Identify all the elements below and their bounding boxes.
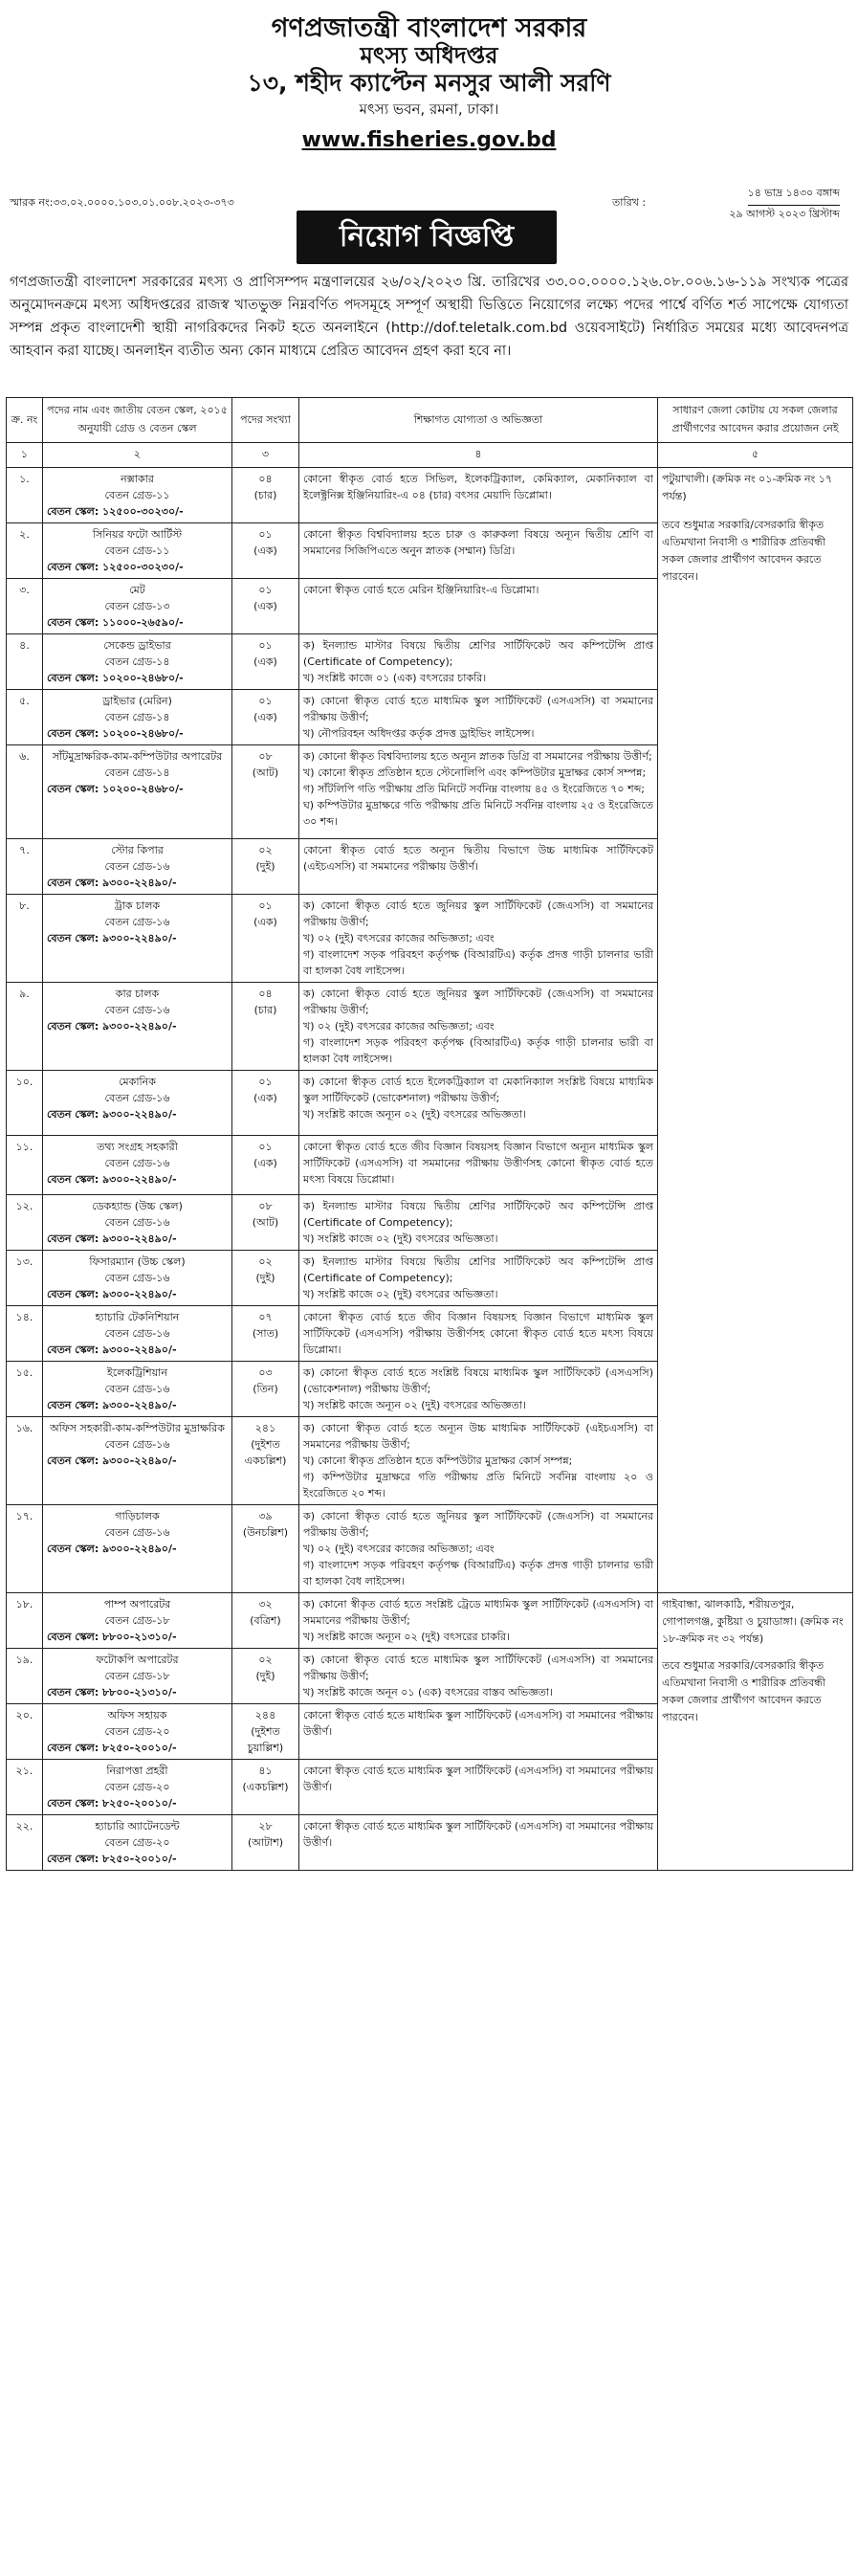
row-post: স্টোর কিপার xyxy=(111,844,164,856)
row-qualification-cell xyxy=(299,634,658,690)
qualification-line: গ) সাঁটলিপি গতি পরীক্ষায় প্রতি মিনিটে সর্বনিম্ন বাংলায় ৪৫ ও ইংরেজিতে ৭০ শব্দ; xyxy=(303,783,646,795)
row-count-word: (এক) xyxy=(253,711,277,723)
qualification-line: খ) কোনো স্বীকৃত প্রতিষ্ঠান হতে কম্পিউটার মুদ্রাক্ষর কোর্স সম্পন্ন; xyxy=(303,1455,573,1467)
row-post-cell xyxy=(43,579,232,634)
row-qualification-cell xyxy=(299,1195,658,1251)
row-scale: বেতন স্কেল: ৯৩০০-২২৪৯০/- xyxy=(47,1108,177,1121)
column-number-row xyxy=(7,443,853,468)
row-count: ০২ xyxy=(258,1255,273,1268)
qualification-line: গ) কম্পিউটার মুদ্রাক্ষরে গতি পরীক্ষায় প্রতি মিনিটে সর্বনিম্ন বাংলায় ২০ ও ইংরেজিতে ২০ শব্দ। xyxy=(303,1471,653,1499)
row-count: ০৩ xyxy=(258,1366,273,1379)
qualification-line: কোনো স্বীকৃত বোর্ড হতে মাধ্যমিক স্কুল সার্টিফিকেট (এসএসসি) বা সমমানের পরীক্ষায় উত্তীর্ণ। xyxy=(303,1820,653,1849)
row-count-word: (এক) xyxy=(253,1157,277,1169)
row-post-cell xyxy=(43,1251,232,1306)
row-count-word: (দুই) xyxy=(255,1272,275,1284)
qualification-line: কোনো স্বীকৃত বোর্ড হতে সিভিল, ইলেকট্রিক্যাল, কেমিক্যাল, মেকানিক্যাল বা ইলেক্ট্রনিক্স ইঞ্জিনিয়ারিং-এ ০৪ (চার) বৎসর মেয়াদি ডিপ্লোমা। xyxy=(303,473,653,501)
row-qualification-cell xyxy=(299,523,658,579)
row-scale: বেতন স্কেল: ১০২০০-২৪৬৮০/- xyxy=(47,672,184,684)
row-count-word: (এক) xyxy=(253,1092,277,1104)
row-post: গাড়িচালক xyxy=(115,1510,160,1522)
col-number: ৪ xyxy=(299,443,658,468)
intro-paragraph: গণপ্রজাতন্ত্রী বাংলাদেশ সরকারের মৎস্য ও প্রাণিসম্পদ মন্ত্রণালয়ের ২৬/০২/২০২৩ খ্রি. তারিখের ৩৩.০০.০০০০.১২৬.০৮.০০৬.১৬-১১৯ সংখ্যক পত্রের অনুমোদনক্রমে মৎস্য অধিদপ্তরের রাজস্ব খাতভুক্ত নিম্নবর্ণিত পদসমূহে সম্পূর্ণ অস্থায়ী ভিত্তিতে নিয়োগের লক্ষ্যে পদের পার্শ্বে বর্ণিত শর্ত সাপেক্ষে যোগ্যতা সম্পন্ন প্রকৃত বাংলাদেশী স্থায়ী নাগরিকদের নিকট হতে অনলাইনে (http://dof.teletalk.com.bd ওয়েবসাইটে) নির্ধারিত সময়ের মধ্যে আবেদনপত্র আহবান করা যাচ্ছে। অনলাইন ব্যতীত অন্য কোন মাধ্যমে প্রেরিত আবেদন গ্রহণ করা হবে না। xyxy=(10,275,848,359)
row-serial: ৪. xyxy=(7,634,43,690)
table-header-row xyxy=(7,398,853,443)
quota-exception-2: তবে শুধুমাত্র সরকারি/বেসরকারি স্বীকৃত এতিমখানা নিবাসী ও শারীরিক প্রতিবন্ধী সকল জেলার প্রার্থীগণ আবেদন করতে পারবেন। xyxy=(662,1659,825,1723)
row-serial: ২২. xyxy=(7,1815,43,1871)
row-grade: বেতন গ্রেড-২০ xyxy=(104,1725,170,1738)
row-count-word: (দুই) xyxy=(255,860,275,873)
jobs-table xyxy=(6,397,853,1871)
header-serial: ক্র. নং xyxy=(7,398,43,443)
row-count-cell xyxy=(232,1306,299,1362)
row-grade: বেতন গ্রেড-১১ xyxy=(104,489,170,501)
qualification-line: খ) সংশ্লিষ্ট কাজে অন্যূন ০২ (দুই) বৎসরের অভিজ্ঞতা। xyxy=(303,1399,526,1411)
row-count-word: (উনচল্লিশ) xyxy=(242,1526,289,1539)
row-post: তথ্য সংগ্রহ সহকারী xyxy=(97,1141,178,1153)
row-count-cell xyxy=(232,523,299,579)
qualification-line: কোনো স্বীকৃত বোর্ড হতে মেরিন ইঞ্জিনিয়ারিং-এ ডিপ্লোমা। xyxy=(303,584,539,596)
quota-districts-1: পটুয়াখালী। (ক্রমিক নং ০১-ক্রমিক নং ১৭ পর্যন্ত) xyxy=(662,473,833,502)
qualification-line: খ) সংশ্লিষ্ট কাজে ০১ (এক) বৎসরের চাকরি। xyxy=(303,672,487,684)
row-scale: বেতন স্কেল: ৯৩০০-২২৪৯০/- xyxy=(47,1173,177,1186)
row-post: হ্যাচারি টেকনিশিয়ান xyxy=(95,1311,180,1323)
row-grade: বেতন গ্রেড-১৬ xyxy=(104,1526,170,1539)
row-post-cell xyxy=(43,839,232,895)
row-post: নক্সাকার xyxy=(121,473,154,485)
row-count: ০৮ xyxy=(258,1200,273,1212)
row-qualification-cell xyxy=(299,1306,658,1362)
row-post-cell xyxy=(43,690,232,745)
row-serial: ৩. xyxy=(7,579,43,634)
row-post-cell xyxy=(43,1071,232,1136)
row-grade: বেতন গ্রেড-১৪ xyxy=(104,711,170,723)
qualification-line: ক) কোনো স্বীকৃত বোর্ড হতে সংশ্লিষ্ট বিষয়ে মাধ্যমিক স্কুল সার্টিফিকেট (এসএসসি) (ভোকেশনাল) পরীক্ষায় উত্তীর্ণ; xyxy=(303,1366,653,1395)
row-grade: বেতন গ্রেড-১৪ xyxy=(104,655,170,668)
row-count: ০১ xyxy=(258,1141,273,1153)
row-serial: ১২. xyxy=(7,1195,43,1251)
row-count: ০১ xyxy=(258,695,273,707)
qualification-line: খ) ০২ (দুই) বৎসরের কাজের অভিজ্ঞতা; এবং xyxy=(303,1020,495,1033)
row-serial: ১৪. xyxy=(7,1306,43,1362)
row-count-word: (এক) xyxy=(253,544,277,557)
qualification-line: ক) কোনো স্বীকৃত বোর্ড হতে মাধ্যমিক স্কুল সার্টিফিকেট (এসএসসি) বা সমমানের পরীক্ষায় উত্তীর্ণ; xyxy=(303,1654,653,1682)
row-scale: বেতন স্কেল: ৮৮০০-২১৩১০/- xyxy=(47,1631,177,1643)
row-count-cell xyxy=(232,468,299,523)
qualification-line: খ) সংশ্লিষ্ট কাজে অন্যূন ০২ (দুই) বৎসরের অভিজ্ঞতা। xyxy=(303,1108,526,1121)
row-count: ০২ xyxy=(258,844,273,856)
row-count-word: (এক) xyxy=(253,600,277,612)
row-serial: ১৩. xyxy=(7,1251,43,1306)
row-grade: বেতন গ্রেড-২০ xyxy=(104,1836,170,1849)
row-serial: ১৫. xyxy=(7,1362,43,1417)
row-grade: বেতন গ্রেড-১৬ xyxy=(104,1216,170,1229)
row-serial: ৬. xyxy=(7,745,43,839)
row-post-cell xyxy=(43,1760,232,1815)
row-qualification-cell xyxy=(299,468,658,523)
row-qualification-cell xyxy=(299,1593,658,1649)
row-scale: বেতন স্কেল: ১০২০০-২৪৬৮০/- xyxy=(47,783,184,795)
row-grade: বেতন গ্রেড-১১ xyxy=(104,544,170,557)
row-count-cell xyxy=(232,1593,299,1649)
qualification-line: গ) বাংলাদেশ সড়ক পরিবহণ কর্তৃপক্ষ (বিআরটিএ) কর্তৃক গাড়ী চালনার ভারী বা হালকা বৈধ লাইসেন্স। xyxy=(303,1036,653,1065)
gov-name: গণপ্রজাতন্ত্রী বাংলাদেশ সরকার xyxy=(271,13,587,43)
row-grade: বেতন গ্রেড-১৬ xyxy=(104,916,170,928)
row-post: মেট xyxy=(129,584,145,596)
qualification-line: গ) বাংলাদেশ সড়ক পরিবহণ কর্তৃপক্ষ (বিআরটিএ) কর্তৃক প্রদত্ত গাড়ী চালনার ভারী বা হালকা বৈধ লাইসেন্স। xyxy=(303,1559,653,1588)
quota-exception-1: তবে শুধুমাত্র সরকারি/বেসরকারি স্বীকৃত এতিমখানা নিবাসী ও শারীরিক প্রতিবন্ধী সকল জেলার প্রার্থীগণ আবেদন করতে পারবেন। xyxy=(662,519,825,583)
qualification-line: ক) কোনো স্বীকৃত বিশ্ববিদ্যালয় হতে অন্যূন স্নাতক ডিগ্রি বা সমমানের পরীক্ষায় উত্তীর্ণ; xyxy=(303,750,652,763)
row-scale: বেতন স্কেল: ৮৮০০-২১৩১০/- xyxy=(47,1686,177,1699)
row-scale: বেতন স্কেল: ৯৩০০-২২৪৯০/- xyxy=(47,1020,177,1033)
col-number: ৩ xyxy=(232,443,299,468)
row-serial: ১৮. xyxy=(7,1593,43,1649)
col-number: ১ xyxy=(7,443,43,468)
row-post-cell xyxy=(43,983,232,1071)
row-post-cell xyxy=(43,1593,232,1649)
letterhead xyxy=(0,0,858,152)
qualification-line: খ) ০২ (দুই) বৎসরের কাজের অভিজ্ঞতা; এবং xyxy=(303,932,495,944)
row-count-cell xyxy=(232,1195,299,1251)
qualification-line: খ) সংশ্লিষ্ট কাজে অন্যূন ০২ (দুই) বৎসরের চাকরি। xyxy=(303,1631,511,1643)
row-count: ০১ xyxy=(258,528,273,541)
date-english: ২৯ আগস্ট ২০২৩ খ্রিস্টাব্দ xyxy=(729,208,840,220)
row-count-word: (আট) xyxy=(252,766,279,779)
row-qualification-cell xyxy=(299,1760,658,1815)
row-grade: বেতন গ্রেড-১৪ xyxy=(104,766,170,779)
row-post: ফটোকপি অপারেটর xyxy=(96,1654,179,1666)
row-serial: ১১. xyxy=(7,1136,43,1195)
row-qualification-cell xyxy=(299,1704,658,1760)
memo-number: স্মারক নং:৩৩.০২.০০০০.১০৩.০১.০০৮.২০২৩-৩৭৩ xyxy=(10,196,234,209)
qualification-line: খ) নৌপরিবহন অধিদপ্তর কর্তৃক প্রদত্ত ড্রাইভিং লাইসেন্স। xyxy=(303,727,535,740)
qualification-line: কোনো স্বীকৃত বোর্ড হতে অন্যূন দ্বিতীয় বিভাগে উচ্চ মাধ্যমিক সার্টিফিকেট (এইচএসসি) বা সমমানের পরীক্ষায় উত্তীর্ণ। xyxy=(303,844,653,873)
row-scale: বেতন স্কেল: ৮২৫০-২০০১০/- xyxy=(47,1853,177,1865)
qualification-line: কোনো স্বীকৃত বোর্ড হতে মাধ্যমিক স্কুল সার্টিফিকেট (এসএসসি) বা সমমানের পরীক্ষায় উত্তীর্ণ। xyxy=(303,1765,653,1793)
row-qualification-cell xyxy=(299,1505,658,1593)
row-count-cell xyxy=(232,1505,299,1593)
header-quota: সাধারণ জেলা কোটায় যে সকল জেলার প্রার্থীগণের আবেদন করার প্রয়োজন নেই xyxy=(658,398,853,443)
header-count: পদের সংখ্যা xyxy=(232,398,299,443)
row-scale: বেতন স্কেল: ৯৩০০-২২৪৯০/- xyxy=(47,1344,177,1356)
row-post: পাম্প অপারেটর xyxy=(103,1598,171,1610)
row-count-word: (এক) xyxy=(253,655,277,668)
row-post-cell xyxy=(43,745,232,839)
row-post: কার চালক xyxy=(115,988,160,1000)
row-scale: বেতন স্কেল: ৯৩০০-২২৪৯০/- xyxy=(47,932,177,944)
row-count-cell xyxy=(232,690,299,745)
row-count: ০১ xyxy=(258,899,273,912)
quota-cell-group-1 xyxy=(658,468,853,1593)
row-grade: বেতন গ্রেড-১৬ xyxy=(104,1092,170,1104)
address-subline: মৎস্য ভবন, রমনা, ঢাকা। xyxy=(359,100,499,119)
row-scale: বেতন স্কেল: ৯৩০০-২২৪৯০/- xyxy=(47,1232,177,1245)
qualification-line: ক) কোনো স্বীকৃত বোর্ড হতে জুনিয়র স্কুল সার্টিফিকেট (জেএসসি) বা সমমানের পরীক্ষায় উত্তীর্ণ; xyxy=(303,899,653,928)
row-count-word: (আট) xyxy=(252,1216,279,1229)
row-post: ইলেকট্রিশিয়ান xyxy=(107,1366,167,1379)
row-count: ০১ xyxy=(258,584,273,596)
row-count-cell xyxy=(232,1704,299,1760)
row-post: অফিস সহায়ক xyxy=(107,1709,167,1721)
row-count: ০৪ xyxy=(258,473,273,485)
row-count-word: (আটাশ) xyxy=(247,1836,284,1849)
row-scale: বেতন স্কেল: ৯৩০০-২২৪৯০/- xyxy=(47,877,177,889)
row-count-word: (দুই) xyxy=(255,1670,275,1682)
row-count-cell xyxy=(232,1417,299,1505)
row-serial: ৮. xyxy=(7,895,43,983)
qualification-line: খ) ০২ (দুই) বৎসরের কাজের অভিজ্ঞতা; এবং xyxy=(303,1543,495,1555)
row-post-cell xyxy=(43,1649,232,1704)
row-scale: বেতন স্কেল: ৮২৫০-২০০১০/- xyxy=(47,1797,177,1810)
row-post: সেকেন্ড ড্রাইভার xyxy=(103,639,171,652)
row-post: ট্রাক চালক xyxy=(114,899,161,912)
row-post-cell xyxy=(43,523,232,579)
row-post-cell xyxy=(43,1136,232,1195)
row-post: নিরাপত্তা প্রহরী xyxy=(106,1765,168,1777)
qualification-line: ক) কোনো স্বীকৃত বোর্ড হতে অন্যূন উচ্চ মাধ্যমিক সার্টিফিকেট (এইচএসসি) বা সমমানের পরীক্ষায় উত্তীর্ণ; xyxy=(303,1422,653,1451)
row-post-cell xyxy=(43,895,232,983)
row-count-word: (চার) xyxy=(253,1004,277,1016)
table-row xyxy=(7,1593,853,1649)
row-count-cell xyxy=(232,634,299,690)
qualification-line: খ) সংশ্লিষ্ট কাজে ০২ (দুই) বৎসরের অভিজ্ঞতা। xyxy=(303,1232,498,1245)
row-grade: বেতন গ্রেড-১৬ xyxy=(104,1157,170,1169)
dept-name: মৎস্য অধিদপ্তর xyxy=(360,42,498,70)
row-qualification-cell xyxy=(299,1417,658,1505)
address-line: ১৩, শহীদ ক্যাপ্টেন মনসুর আলী সরণি xyxy=(247,68,611,97)
row-qualification-cell xyxy=(299,1815,658,1871)
row-count: ০৮ xyxy=(258,750,273,763)
row-scale: বেতন স্কেল: ৮২৫০-২০০১০/- xyxy=(47,1742,177,1754)
row-scale: বেতন স্কেল: ৯৩০০-২২৪৯০/- xyxy=(47,1455,177,1467)
row-qualification-cell xyxy=(299,983,658,1071)
row-post-cell xyxy=(43,468,232,523)
row-serial: ১৯. xyxy=(7,1649,43,1704)
qualification-line: ক) কোনো স্বীকৃত বোর্ড হতে ইলেকট্রিক্যাল বা মেকানিক্যাল সংশ্লিষ্ট বিষয়ে মাধ্যমিক স্কুল সার্টিফিকেট (ভোকেশনাল) পরীক্ষায় উত্তীর্ণ; xyxy=(303,1076,653,1104)
row-grade: বেতন গ্রেড-১৩ xyxy=(104,600,170,612)
row-qualification-cell xyxy=(299,1251,658,1306)
header-qualification: শিক্ষাগত যোগ্যতা ও অভিজ্ঞতা xyxy=(299,398,658,443)
row-count-cell xyxy=(232,1649,299,1704)
row-post: অফিস সহকারী-কাম-কম্পিউটার মুদ্রাক্ষরিক xyxy=(50,1422,225,1434)
row-qualification-cell xyxy=(299,1071,658,1136)
qualification-line: গ) বাংলাদেশ সড়ক পরিবহণ কর্তৃপক্ষ (বিআরটিএ) কর্তৃক প্রদত্ত গাড়ী চালনার ভারী বা হালকা বৈধ লাইসেন্স। xyxy=(303,948,653,977)
row-post: ফিসারম্যান (উচ্চ স্কেল) xyxy=(89,1255,186,1268)
row-scale: বেতন স্কেল: ১২৫০০-৩০২৩০/- xyxy=(47,505,184,518)
date-bangla: ১৪ ভাদ্র ১৪৩০ বঙ্গাব্দ xyxy=(748,185,840,206)
table-row xyxy=(7,468,853,523)
row-qualification-cell xyxy=(299,895,658,983)
row-post-cell xyxy=(43,1704,232,1760)
qualification-line: খ) কোনো স্বীকৃত প্রতিষ্ঠান হতে স্টেনোলিপি এবং কম্পিউটার মুদ্রাক্ষর কোর্স সম্পন্ন; xyxy=(303,766,647,779)
row-post-cell xyxy=(43,1306,232,1362)
row-count: ৩৯ xyxy=(258,1510,273,1522)
qualification-line: ক) ইনল্যান্ড মাস্টার বিষয়ে দ্বিতীয় শ্রেণির সার্টিফিকেট অব কম্পিটেন্সি প্রাপ্ত (Certificate of Competency); xyxy=(303,1255,653,1284)
row-count: ২৪৪ xyxy=(254,1709,276,1721)
row-post-cell xyxy=(43,1815,232,1871)
row-post: সাঁটমুদ্রাক্ষরিক-কাম-কম্পিউটার অপারেটর xyxy=(52,750,223,763)
row-serial: ১৬. xyxy=(7,1417,43,1505)
row-count-cell xyxy=(232,579,299,634)
row-qualification-cell xyxy=(299,745,658,839)
row-count: ০১ xyxy=(258,1076,273,1088)
row-grade: বেতন গ্রেড-১৬ xyxy=(104,1327,170,1340)
row-post: ড্রাইভার (মেরিন) xyxy=(102,695,172,707)
table-body xyxy=(7,468,853,1871)
qualification-line: কোনো স্বীকৃত বোর্ড হতে জীব বিজ্ঞান বিষয়সহ বিজ্ঞান বিভাগে অন্যূন মাধ্যমিক স্কুল সার্টিফিকেট (এসএসসি) বা সমমানের পরীক্ষায় উত্তীর্ণসহ কোনো স্বীকৃত বোর্ড হতে মৎস্য বিষয়ে ডিপ্লোমা। xyxy=(303,1141,653,1186)
row-post: হ্যাচারি অ্যাটেনডেন্ট xyxy=(95,1820,180,1832)
row-post: ডেকহ্যান্ড (উচ্চ স্কেল) xyxy=(92,1200,183,1212)
row-serial: ১৭. xyxy=(7,1505,43,1593)
qualification-line: ক) কোনো স্বীকৃত বোর্ড হতে মাধ্যমিক স্কুল সার্টিফিকেট (এসএসসি) বা সমমানের পরীক্ষায় উত্তীর্ণ; xyxy=(303,695,653,723)
row-count-cell xyxy=(232,839,299,895)
row-qualification-cell xyxy=(299,1362,658,1417)
row-count: ০৪ xyxy=(258,988,273,1000)
row-grade: বেতন গ্রেড-২০ xyxy=(104,1781,170,1793)
qualification-line: ক) কোনো স্বীকৃত বোর্ড হতে জুনিয়র স্কুল সার্টিফিকেট (জেএসসি) বা সমমানের পরীক্ষায় উত্তীর্ণ; xyxy=(303,988,653,1016)
row-scale: বেতন স্কেল: ৯৩০০-২২৪৯০/- xyxy=(47,1543,177,1555)
row-count: ২৮ xyxy=(258,1820,273,1832)
row-count-cell xyxy=(232,895,299,983)
row-qualification-cell xyxy=(299,1136,658,1195)
row-scale: বেতন স্কেল: ১০২০০-২৪৬৮০/- xyxy=(47,727,184,740)
col-number: ২ xyxy=(43,443,232,468)
row-count-cell xyxy=(232,1815,299,1871)
row-grade: বেতন গ্রেড-১৬ xyxy=(104,860,170,873)
qualification-line: ক) কোনো স্বীকৃত বোর্ড হতে জুনিয়র স্কুল সার্টিফিকেট (জেএসসি) বা সমমানের পরীক্ষায় উত্তীর্ণ; xyxy=(303,1510,653,1539)
row-count: ২৪১ xyxy=(254,1422,276,1434)
header-post: পদের নাম এবং জাতীয় বেতন স্কেল, ২০১৫ অনুযায়ী গ্রেড ও বেতন স্কেল xyxy=(43,398,232,443)
row-scale: বেতন স্কেল: ১২৫০০-৩০২৩০/- xyxy=(47,561,184,573)
row-qualification-cell xyxy=(299,690,658,745)
row-serial: ৫. xyxy=(7,690,43,745)
row-serial: ২০. xyxy=(7,1704,43,1760)
row-post-cell xyxy=(43,1417,232,1505)
row-scale: বেতন স্কেল: ১১০০০-২৬৫৯০/- xyxy=(47,616,184,629)
row-qualification-cell xyxy=(299,1649,658,1704)
row-count-cell xyxy=(232,1251,299,1306)
row-serial: ৭. xyxy=(7,839,43,895)
row-post: সিনিয়র ফটো আর্টিস্ট xyxy=(92,528,183,541)
row-count-cell xyxy=(232,1362,299,1417)
row-post-cell xyxy=(43,1195,232,1251)
row-count-cell xyxy=(232,1136,299,1195)
row-serial: ১. xyxy=(7,468,43,523)
row-scale: বেতন স্কেল: ৯৩০০-২২৪৯০/- xyxy=(47,1288,177,1300)
qualification-line: ঘ) কম্পিউটার মুদ্রাক্ষরে গতি পরীক্ষায় প্রতি মিনিটে সর্বনিম্ন বাংলায় ২৫ ও ইংরেজিতে ৩০ শব্দ। xyxy=(303,799,653,828)
row-grade: বেতন গ্রেড-১৬ xyxy=(104,1383,170,1395)
row-count: ০১ xyxy=(258,639,273,652)
col-number: ৫ xyxy=(658,443,853,468)
row-count-cell xyxy=(232,745,299,839)
row-post: মেকানিক xyxy=(119,1076,156,1088)
row-count: ৪১ xyxy=(258,1765,273,1777)
row-count-word: (তিন) xyxy=(253,1383,278,1395)
row-post-cell xyxy=(43,1362,232,1417)
row-count-cell xyxy=(232,983,299,1071)
qualification-line: কোনো স্বীকৃত বিশ্ববিদ্যালয় হতে চারু ও কারুকলা বিষয়ে অন্যূন দ্বিতীয় শ্রেণি বা সমমানের সিজিপিএতে অনুন স্নাতক (সম্মান) ডিগ্রি। xyxy=(303,528,653,557)
row-count-word: (চার) xyxy=(253,489,277,501)
row-serial: ৯. xyxy=(7,983,43,1071)
qualification-line: ক) ইনল্যান্ড মাস্টার বিষয়ে দ্বিতীয় শ্রেণির সার্টিফিকেট অব কম্পিটেন্সি প্রাপ্ত (Certificate of Competency); xyxy=(303,639,653,668)
row-count-word: (এক) xyxy=(253,916,277,928)
row-count-word: (দুইশত চুয়াল্লিশ) xyxy=(247,1725,284,1754)
row-count-cell xyxy=(232,1071,299,1136)
qualification-line: ক) কোনো স্বীকৃত বোর্ড হতে সংশ্লিষ্ট ট্রেডে মাধ্যমিক স্কুল সার্টিফিকেট (এসএসসি) বা সমমানের পরীক্ষায় উত্তীর্ণ; xyxy=(303,1598,653,1627)
date-label: তারিখ : xyxy=(612,196,647,209)
row-grade: বেতন গ্রেড-১৮ xyxy=(104,1614,170,1627)
row-count-word: (বত্রিশ) xyxy=(250,1614,281,1627)
row-count-word: (সাত) xyxy=(252,1327,279,1340)
row-grade: বেতন গ্রেড-১৬ xyxy=(104,1438,170,1451)
row-serial: ২. xyxy=(7,523,43,579)
qualification-line: খ) সংশ্লিষ্ট কাজে ০২ (দুই) বৎসরের অভিজ্ঞতা। xyxy=(303,1288,498,1300)
row-qualification-cell xyxy=(299,839,658,895)
row-qualification-cell xyxy=(299,579,658,634)
row-count-cell xyxy=(232,1760,299,1815)
row-serial: ১০. xyxy=(7,1071,43,1136)
qualification-line: কোনো স্বীকৃত বোর্ড হতে জীব বিজ্ঞান বিষয়সহ বিজ্ঞান বিভাগে মাধ্যমিক স্কুল সার্টিফিকেট (এসএসসি) পরীক্ষায় উত্তীর্ণসহ কোনো স্বীকৃত বোর্ড হতে মৎস্য বিষয়ে ডিপ্লোমা। xyxy=(303,1311,653,1356)
row-post-cell xyxy=(43,634,232,690)
qualification-line: ক) ইনল্যান্ড মাস্টার বিষয়ে দ্বিতীয় শ্রেণির সার্টিফিকেট অব কম্পিটেন্সি প্রাপ্ত (Certificate of Competency); xyxy=(303,1200,653,1229)
row-grade: বেতন গ্রেড-১৮ xyxy=(104,1670,170,1682)
notice-title: নিয়োগ বিজ্ঞপ্তি xyxy=(297,211,557,264)
quota-cell-group-2 xyxy=(658,1593,853,1871)
row-count: ০২ xyxy=(258,1654,273,1666)
row-grade: বেতন গ্রেড-১৬ xyxy=(104,1004,170,1016)
qualification-line: কোনো স্বীকৃত বোর্ড হতে মাধ্যমিক স্কুল সার্টিফিকেট (এসএসসি) বা সমমানের পরীক্ষায় উত্তীর্ণ। xyxy=(303,1709,653,1738)
row-count-word: (দুইশত একচল্লিশ) xyxy=(244,1438,287,1467)
quota-districts-2: গাইবান্ধা, ঝালকাঠি, শরীয়তপুর, গোপালগঞ্জ, কুষ্টিয়া ও চুয়াডাঙ্গা। (ক্রমিক নং ১৮-ক্রমিক নং ৩২ পর্যন্ত) xyxy=(662,1598,844,1645)
row-scale: বেতন স্কেল: ৯৩০০-২২৪৯০/- xyxy=(47,1399,177,1411)
qualification-line: খ) সংশ্লিষ্ট কাজে অনূন ০১ (এক) বৎসরের বাস্তব অভিজ্ঞতা। xyxy=(303,1686,554,1699)
row-count: ০৭ xyxy=(258,1311,273,1323)
row-serial: ২১. xyxy=(7,1760,43,1815)
row-post-cell xyxy=(43,1505,232,1593)
row-count-word: (একচল্লিশ) xyxy=(242,1781,289,1793)
row-count: ৩২ xyxy=(258,1598,273,1610)
website-link[interactable]: www.fisheries.gov.bd xyxy=(301,128,557,153)
row-grade: বেতন গ্রেড-১৬ xyxy=(104,1272,170,1284)
date-block xyxy=(612,185,849,223)
